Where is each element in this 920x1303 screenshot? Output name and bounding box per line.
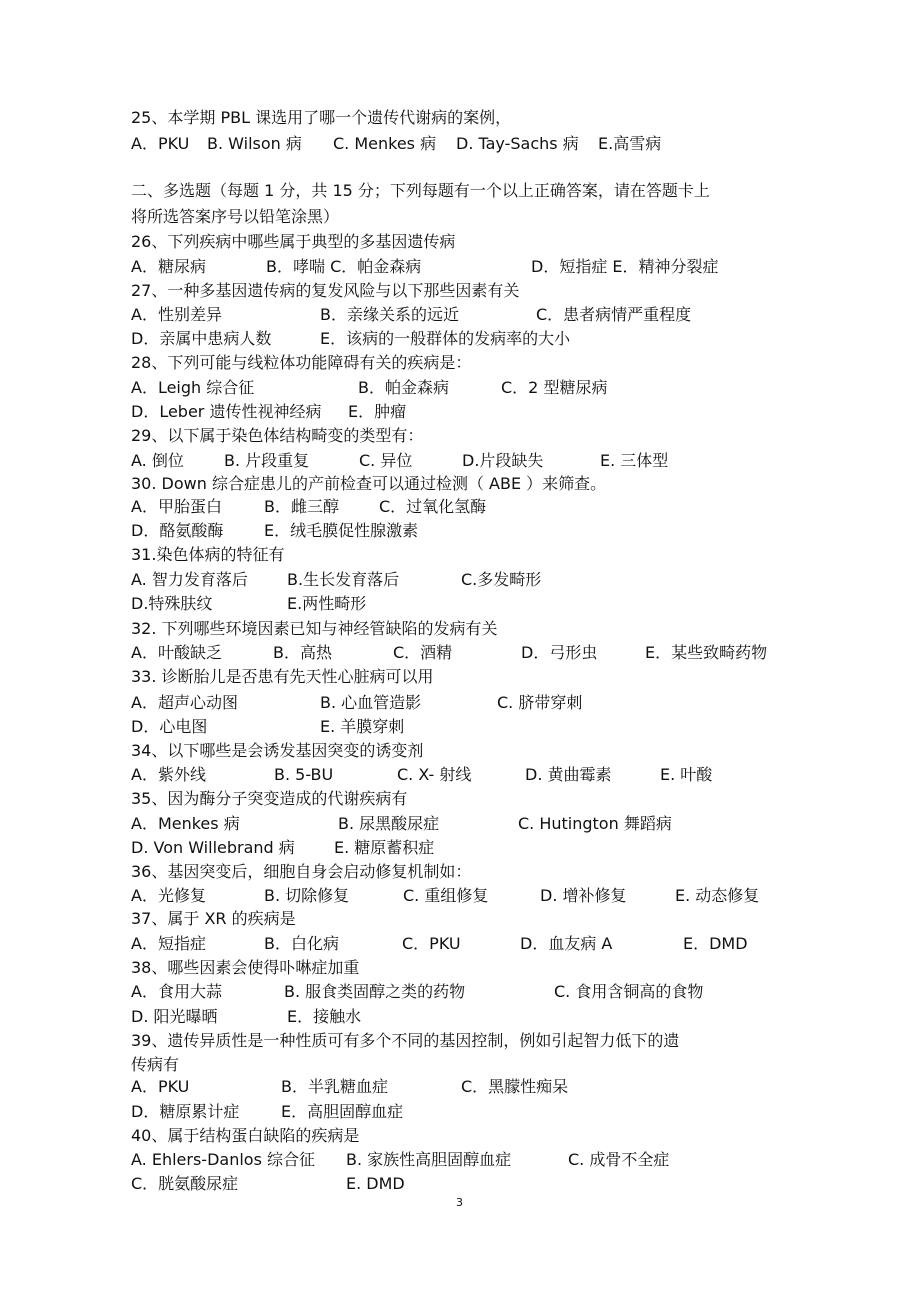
option-text: D．亲属中患病人数 xyxy=(131,329,272,348)
option-text: E. 叶酸 xyxy=(660,765,713,784)
option-text: C．患者病情严重程度 xyxy=(536,305,692,324)
option-text: C．黑朦性痴呆 xyxy=(461,1077,569,1096)
option-text: B．哮喘 C．帕金森病 xyxy=(266,257,422,276)
option-text: E．绒毛膜促性腺激素 xyxy=(264,521,419,540)
question-text: 30. Down 综合症患儿的产前检查可以通过检测（ ABE ）来筛查。 xyxy=(131,474,607,493)
option-text: C．胱氨酸尿症 xyxy=(131,1174,239,1193)
option-text: C. 成骨不全症 xyxy=(568,1150,670,1169)
option-text: D．心电图 xyxy=(131,717,208,736)
question-text: 二、多选题（每题 1 分，共 15 分；下列每题有一个以上正确答案，请在答题卡上 xyxy=(131,181,710,200)
option-text: E．接触水 xyxy=(287,1007,362,1026)
option-text: D. 阳光曝晒 xyxy=(131,1007,218,1026)
question-text: 40、属于结构蛋白缺陷的疾病是 xyxy=(131,1126,360,1145)
option-text: B．半乳糖血症 xyxy=(281,1077,388,1096)
option-text: A．甲胎蛋白 xyxy=(131,497,222,516)
option-text: E．某些致畸药物 xyxy=(645,643,768,662)
question-text: 传病有 xyxy=(131,1055,180,1074)
option-text: C．PKU xyxy=(402,934,461,953)
option-text: D．血友病 A xyxy=(520,934,613,953)
option-text: D．短指症 E．精神分裂症 xyxy=(531,257,719,276)
option-text: A．紫外线 xyxy=(131,765,206,784)
question-text: 37、属于 XR 的疾病是 xyxy=(131,909,296,928)
option-text: E.两性畸形 xyxy=(287,594,367,613)
option-text: D.片段缺失 xyxy=(462,451,544,470)
option-text: B. Wilson 病 xyxy=(207,134,302,153)
option-text: C. 异位 xyxy=(359,451,413,470)
option-text: E．肿瘤 xyxy=(348,402,407,421)
option-text: C. Hutington 舞蹈病 xyxy=(518,814,672,833)
option-text: D. 黄曲霉素 xyxy=(525,765,612,784)
option-text: B. 切除修复 xyxy=(264,886,350,905)
question-text: 36、基因突变后，细胞自身会启动修复机制如： xyxy=(131,862,472,881)
option-text: A. Ehlers-Danlos 综合征 xyxy=(131,1150,315,1169)
option-text: C. Menkes 病 xyxy=(333,134,437,153)
option-text: B．亲缘关系的远近 xyxy=(320,305,459,324)
option-text: D．酪氨酸酶 xyxy=(131,521,224,540)
option-text: B. 片段重复 xyxy=(224,451,310,470)
option-text: A．叶酸缺乏 xyxy=(131,643,222,662)
option-text: E．DMD xyxy=(683,934,748,953)
option-text: A．Menkes 病 xyxy=(131,814,240,833)
option-text: C. 重组修复 xyxy=(403,886,489,905)
option-text: E．高胆固醇血症 xyxy=(281,1102,404,1121)
question-text: 28、下列可能与线粒体功能障碍有关的疾病是： xyxy=(131,353,472,372)
question-text: 29、以下属于染色体结构畸变的类型有： xyxy=(131,426,424,445)
option-text: D．Leber 遗传性视神经病 xyxy=(131,402,322,421)
option-text: E.高雪病 xyxy=(598,134,662,153)
question-text: 35、因为酶分子突变造成的代谢疾病有 xyxy=(131,789,408,808)
question-text: 26、下列疾病中哪些属于典型的多基因遗传病 xyxy=(131,232,456,251)
option-text: A. 倒位 xyxy=(131,451,184,470)
option-text: B. 尿黑酸尿症 xyxy=(338,814,440,833)
question-text: 39、遗传异质性是一种性质可有多个不同的基因控制，例如引起智力低下的遗 xyxy=(131,1031,680,1050)
option-text: A．短指症 xyxy=(131,934,206,953)
option-text: B. 心血管造影 xyxy=(320,693,422,712)
option-text: E. 三体型 xyxy=(600,451,669,470)
option-text: C. 食用含铜高的食物 xyxy=(554,982,704,1001)
question-text: 27、一种多基因遗传病的复发风险与以下那些因素有关 xyxy=(131,281,520,300)
option-text: B．雌三醇 xyxy=(264,497,339,516)
option-text: D．糖原累计症 xyxy=(131,1102,240,1121)
option-text: B. 5-BU xyxy=(274,765,334,784)
option-text: D.特殊肤纹 xyxy=(131,594,213,613)
option-text: A．食用大蒜 xyxy=(131,982,222,1001)
question-text: 32. 下列哪些环境因素已知与神经管缺陷的发病有关 xyxy=(131,619,498,638)
option-text: A．超声心动图 xyxy=(131,693,238,712)
option-text: B．高热 xyxy=(273,643,332,662)
option-text: B.生长发育落后 xyxy=(287,570,400,589)
option-text: E. DMD xyxy=(346,1174,405,1193)
question-text: 33. 诊断胎儿是否患有先天性心脏病可以用 xyxy=(131,667,434,686)
option-text: C. 脐带穿刺 xyxy=(497,693,583,712)
option-text: A．PKU xyxy=(131,134,190,153)
question-text: 将所选答案序号以铅笔涂黑） xyxy=(131,207,340,226)
option-text: C．酒精 xyxy=(393,643,453,662)
option-text: D. Von Willebrand 病 xyxy=(131,838,295,857)
option-text: C. X- 射线 xyxy=(397,765,472,784)
option-text: C.多发畸形 xyxy=(461,570,542,589)
question-text: 34、以下哪些是会诱发基因突变的诱变剂 xyxy=(131,741,424,760)
question-text: 25、本学期 PBL 课选用了哪一个遗传代谢病的案例， xyxy=(131,108,512,127)
option-text: A．Leigh 综合征 xyxy=(131,378,255,397)
option-text: B．白化病 xyxy=(264,934,339,953)
option-text: B. 家族性高胆固醇血症 xyxy=(346,1150,512,1169)
option-text: C．过氧化氢酶 xyxy=(379,497,487,516)
option-text: E．该病的一般群体的发病率的大小 xyxy=(320,329,571,348)
option-text: A．糖尿病 xyxy=(131,257,206,276)
option-text: B．帕金森病 xyxy=(358,378,449,397)
option-text: E. 羊膜穿刺 xyxy=(320,717,405,736)
option-text: D. 增补修复 xyxy=(540,886,627,905)
option-text: A．PKU xyxy=(131,1077,190,1096)
question-text: 38、哪些因素会使得卟啉症加重 xyxy=(131,958,360,977)
option-text: E. 动态修复 xyxy=(675,886,760,905)
option-text: D. Tay-Sachs 病 xyxy=(456,134,579,153)
option-text: D．弓形虫 xyxy=(521,643,598,662)
page-number: 3 xyxy=(456,1196,463,1209)
option-text: A．性别差异 xyxy=(131,305,222,324)
option-text: E. 糖原蓄积症 xyxy=(334,838,435,857)
option-text: C．2 型糖尿病 xyxy=(501,378,608,397)
option-text: A．光修复 xyxy=(131,886,206,905)
option-text: A. 智力发育落后 xyxy=(131,570,248,589)
question-text: 31.染色体病的特征有 xyxy=(131,545,285,564)
option-text: B. 服食类固醇之类的药物 xyxy=(284,982,466,1001)
